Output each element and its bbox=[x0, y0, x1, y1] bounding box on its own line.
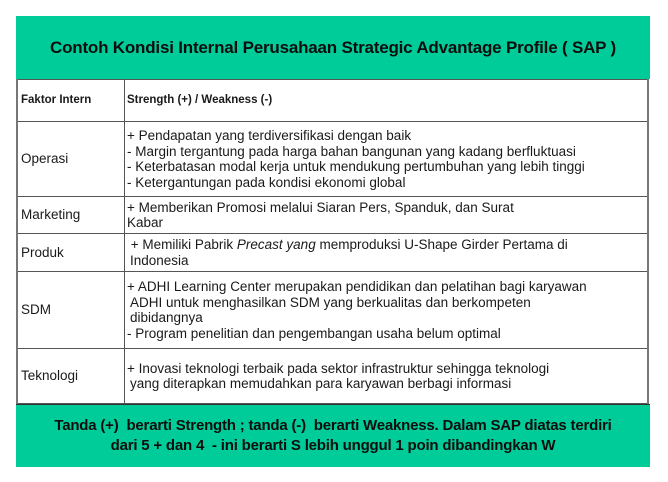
strength-item: + Inovasi teknologi terbaik pada sektor infrastruktur sehingga teknologi bbox=[127, 360, 550, 376]
table-header-row bbox=[17, 80, 648, 122]
factor-operasi: Operasi bbox=[17, 122, 125, 197]
strength-item-continued: dibidangnya bbox=[130, 310, 203, 325]
strength-item: + Pendapatan yang terdiversifikasi dengan baik bbox=[127, 128, 412, 143]
desc-sdm bbox=[125, 272, 649, 349]
desc-marketing bbox=[125, 197, 649, 234]
desc-teknologi bbox=[125, 349, 649, 404]
strength-text-pre: + Memiliki Pabrik bbox=[127, 237, 237, 252]
sap-table bbox=[16, 79, 649, 404]
strength-item-continued: Indonesia bbox=[130, 252, 189, 268]
table-row bbox=[17, 197, 648, 234]
factor-produk: Produk bbox=[17, 234, 125, 272]
table-row bbox=[17, 349, 648, 404]
strength-item: + Memberikan Promosi melalui Siaran Pers, Spanduk, dan Surat bbox=[127, 199, 514, 215]
footer-note-line2: dari 5 + dan 4 - ini berarti S lebih unggul 1 poin dibandingkan W bbox=[110, 437, 556, 454]
strength-item-continued: Kabar bbox=[127, 215, 164, 230]
header-strength-weakness: Strength (+) / Weakness (-) bbox=[125, 80, 649, 122]
footer-note-line1: Tanda (+) berarti Strength ; tanda (-) berarti Weakness. Dalam SAP diatas terdiri bbox=[54, 417, 612, 434]
weakness-item: - Program penelitian dan pengembangan usaha belum optimal bbox=[127, 325, 501, 341]
footer-band bbox=[16, 404, 650, 467]
table-row bbox=[17, 272, 648, 349]
desc-operasi bbox=[125, 122, 649, 197]
strength-text-italic: Precast yang bbox=[236, 237, 316, 252]
page-title: Contoh Kondisi Internal Perusahaan Strategic Advantage Profile ( SAP ) bbox=[50, 37, 616, 57]
factor-teknologi: Teknologi bbox=[17, 349, 125, 404]
weakness-item: - Margin tergantung pada harga bahan bangunan yang kadang berfluktuasi bbox=[127, 143, 576, 159]
factor-marketing: Marketing bbox=[17, 197, 125, 234]
desc-produk bbox=[125, 234, 649, 272]
sap-slide bbox=[16, 16, 650, 467]
factor-sdm: SDM bbox=[17, 272, 125, 349]
weakness-item: - Ketergantungan pada kondisi ekonomi global bbox=[127, 174, 406, 190]
table-row bbox=[17, 122, 648, 197]
strength-item-continued: ADHI untuk menghasilkan SDM yang berkualitas dan berkompeten bbox=[130, 294, 531, 310]
strength-item bbox=[127, 237, 647, 253]
header-faktor-intern: Faktor Intern bbox=[17, 80, 125, 122]
strength-text-post: memproduksi U-Shape Girder Pertama di bbox=[315, 237, 568, 252]
strength-item-continued: yang diterapkan memudahkan para karyawan berbagi informasi bbox=[130, 376, 512, 391]
table-row bbox=[17, 234, 648, 272]
strength-item: + ADHI Learning Center merupakan pendidikan dan pelatihan bagi karyawan bbox=[127, 279, 587, 294]
weakness-item: - Keterbatasan modal kerja untuk mendukung pertumbuhan yang lebih tinggi bbox=[127, 159, 585, 174]
title-band bbox=[16, 16, 650, 79]
